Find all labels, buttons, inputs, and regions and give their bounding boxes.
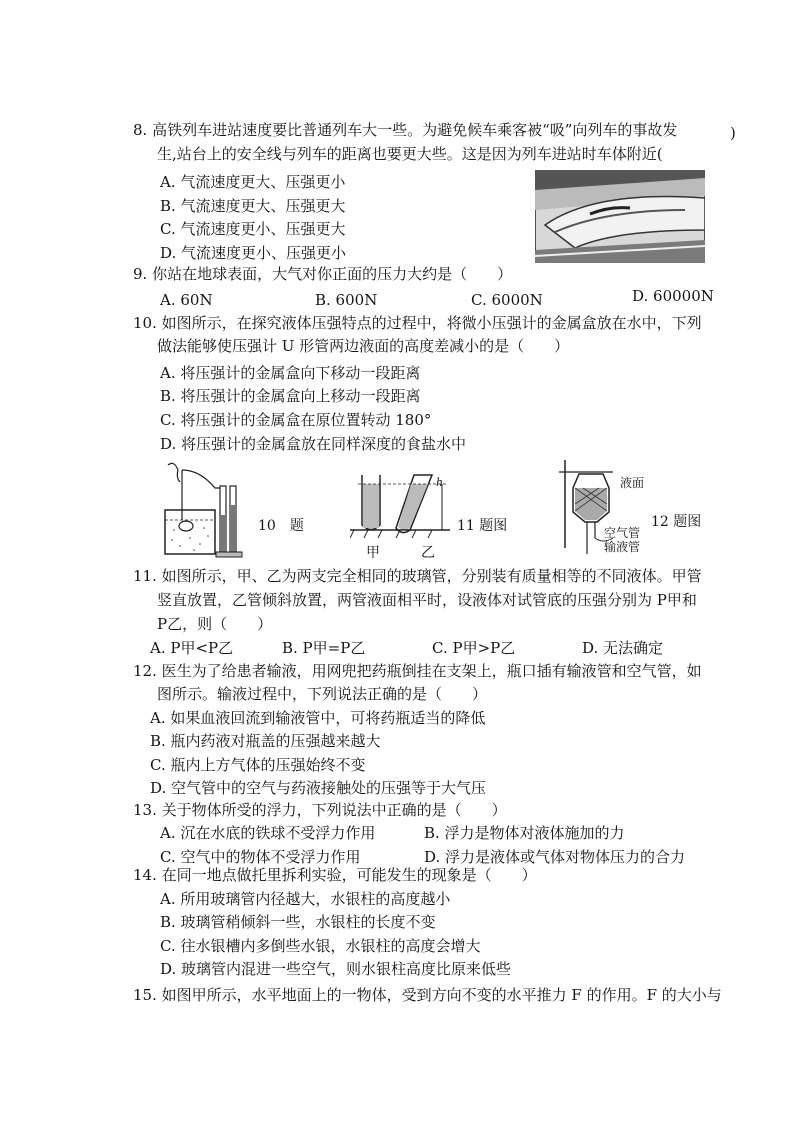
q9-option-b: B. 600N xyxy=(315,291,378,309)
q14-stem: 14. 在同一地点做托里拆利实验，可能发生的现象是（ ） xyxy=(133,866,537,884)
figure-12-caption: 12 题图 xyxy=(651,514,702,530)
q12-option-a: A. 如果血液回流到输液管中，可将药瓶适当的降低 xyxy=(150,709,486,727)
q14-option-d: D. 玻璃管内混进一些空气，则水银柱高度比原来低些 xyxy=(160,960,512,978)
q13-option-c: C. 空气中的物体不受浮力作用 xyxy=(160,848,361,866)
q15-stem: 15. 如图甲所示，水平地面上的一物体，受到方向不变的水平推力 F 的作用。F 的大小与 xyxy=(133,986,722,1004)
q10-option-b: B. 将压强计的金属盒向上移动一段距离 xyxy=(160,387,421,405)
figure-10-caption: 10 题 xyxy=(258,518,304,534)
train-photo xyxy=(535,170,705,263)
figure-11-h-label: h xyxy=(436,476,444,489)
figure-12-air-tube-label: 空气管 xyxy=(604,526,641,540)
q13-option-b: B. 浮力是物体对液体施加的力 xyxy=(424,824,625,842)
q12-option-c: C. 瓶内上方气体的压强始终不变 xyxy=(150,756,366,774)
q11-stem-line2: 竖直放置，乙管倾斜放置，两管液面相平时，设液体对试管底的压强分别为 P甲和 xyxy=(157,591,697,609)
q13-stem: 13. 关于物体所受的浮力，下列说法中正确的是（ ） xyxy=(133,801,507,819)
q9-stem: 9. 你站在地球表面，大气对你正面的压力大约是（ ） xyxy=(133,265,513,283)
figure-11-jia-label: 甲 xyxy=(366,545,380,561)
q10-stem-line2: 做法能够使压强计 U 形管两边液面的高度差减小的是（ ） xyxy=(157,337,570,355)
q8-option-a: A. 气流速度更大、压强更小 xyxy=(160,173,346,191)
q14-option-b: B. 玻璃管稍倾斜一些，水银柱的长度不变 xyxy=(160,913,436,931)
figure-12-liquid-surface-label: 液面 xyxy=(620,476,645,490)
figure-12-infusion-tube-label: 输液管 xyxy=(604,540,641,554)
q8-option-d: D. 气流速度更小、压强更小 xyxy=(160,244,347,262)
q12-option-b: B. 瓶内药液对瓶盖的压强越来越大 xyxy=(150,732,381,750)
q11-option-a: A. P甲<P乙 xyxy=(150,639,234,657)
q12-stem-line2: 图所示。输液过程中，下列说法正确的是（ ） xyxy=(157,685,488,703)
q12-stem-line1: 12. 医生为了给患者输液，用网兜把药瓶倒挂在支架上，瓶口插有输液管和空气管，如 xyxy=(133,662,702,680)
figure-11-caption: 11 题图 xyxy=(457,518,508,534)
q13-option-d: D. 浮力是液体或气体对物体压力的合力 xyxy=(424,848,686,866)
q14-option-a: A. 所用玻璃管内径越大，水银柱的高度越小 xyxy=(160,890,451,908)
q14-option-c: C. 往水银槽内多倒些水银，水银柱的高度会增大 xyxy=(160,937,481,955)
q8-stem-line1: 8. 高铁列车进站速度要比普通列车大一些。为避免候车乘客被“吸”向列车的事故发 xyxy=(133,121,678,139)
q9-option-d: D. 60000N xyxy=(632,287,714,305)
q11-option-b: B. P甲=P乙 xyxy=(282,639,366,657)
q9-option-c: C. 6000N xyxy=(471,291,543,309)
q11-stem-line1: 11. 如图所示，甲、乙为两支完全相同的玻璃管，分别装有质量相等的不同液体。甲管 xyxy=(133,567,702,585)
q11-option-d: D. 无法确定 xyxy=(582,639,664,657)
q10-stem-line1: 10. 如图所示，在探究液体压强特点的过程中，将微小压强计的金属盒放在水中，下列 xyxy=(133,314,702,332)
q13-option-a: A. 沉在水底的铁球不受浮力作用 xyxy=(160,824,376,842)
figure-11-yi-label: 乙 xyxy=(421,545,435,561)
q8-option-c: C. 气流速度更小、压强更大 xyxy=(160,220,346,238)
figure-10-pressure-gauge xyxy=(160,460,255,560)
q10-option-c: C. 将压强计的金属盒在原位置转动 180° xyxy=(160,411,432,429)
q10-option-a: A. 将压强计的金属盒向下移动一段距离 xyxy=(160,364,421,382)
q11-option-c: C. P甲>P乙 xyxy=(432,639,516,657)
q8-answer-paren: ) xyxy=(730,124,736,142)
q8-stem-line2: 生,站台上的安全线与列车的距离也要更大些。这是因为列车进站时车体附近( xyxy=(157,145,663,163)
q12-option-d: D. 空气管中的空气与药液接触处的压强等于大气压 xyxy=(150,779,487,797)
q10-option-d: D. 将压强计的金属盒放在同样深度的食盐水中 xyxy=(160,435,467,453)
q8-option-b: B. 气流速度更大、压强更大 xyxy=(160,197,346,215)
q9-option-a: A. 60N xyxy=(160,291,213,309)
q11-stem-line3: P乙，则（ ） xyxy=(157,615,273,633)
